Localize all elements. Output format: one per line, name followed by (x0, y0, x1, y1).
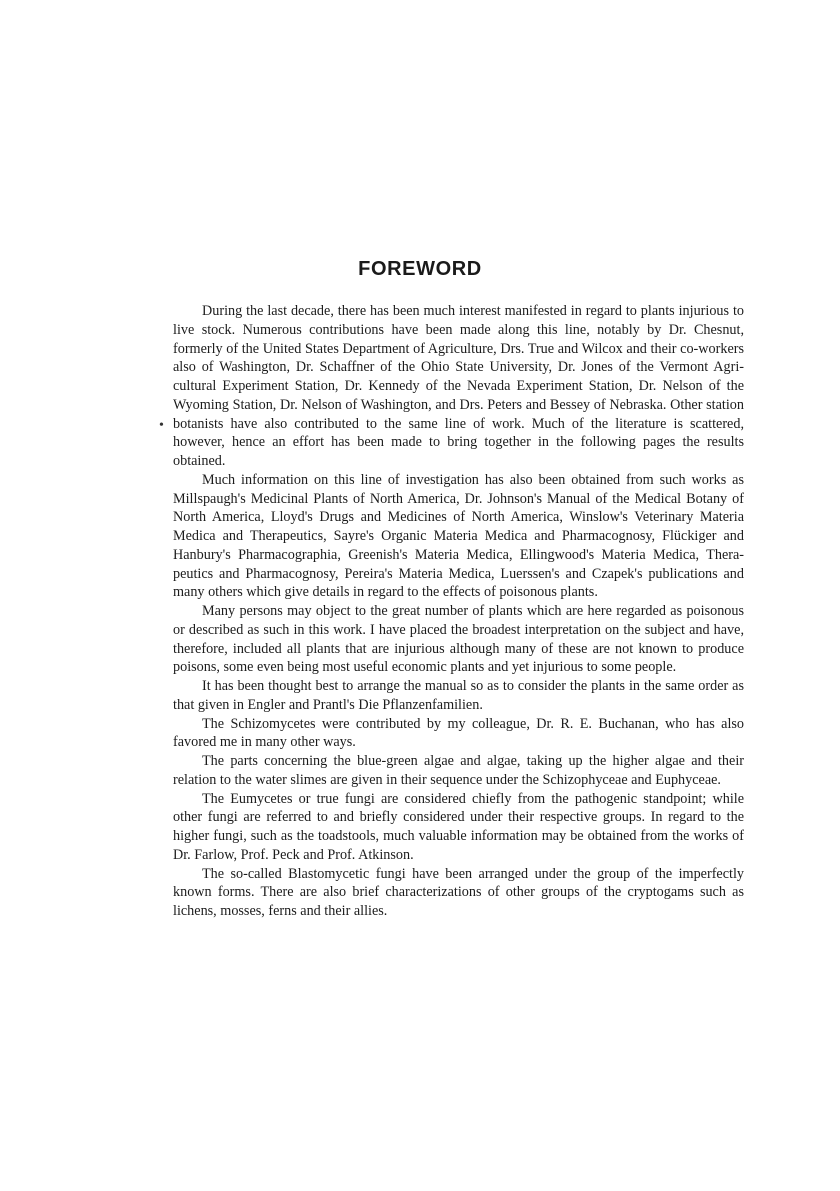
paragraph: It has been thought best to arrange the manual so as to consider the plants in the same order as that given in Engler and Prantl's Die Pflanzenfamilien. (173, 678, 744, 713)
paragraph: Many persons may object to the great number of plants which are here regarded as poisonous or described as such in this work. I have placed the broadest interpretation on the subject and have, therefore, included all plants that are injurious although many of these are not known to produce poisons, some even being most useful economic plants and yet injurious to some people. (173, 603, 744, 676)
paragraph: The so-called Blastomycetic fungi have been arranged under the group of the imperfectly known forms. There are also brief characterizations of other groups of the cryptogams such as lichens, mosses, ferns and their allies. (173, 865, 744, 919)
foreword-body (173, 302, 744, 921)
paragraph: The Schizomycetes were contributed by my colleague, Dr. R. E. Buchanan, who has also favored me in many other ways. (173, 715, 744, 751)
paragraph: The parts concerning the blue-green algae and algae, taking up the higher algae and their relation to the water slimes are given in their sequence under the Schizophyceae and Euphyceae. (173, 753, 744, 788)
paragraph: The Eumycetes or true fungi are considered chiefly from the pathogenic standpoint; while other fungi are referred to and briefly considered under their respective groups. In regard to the higher fungi, such as the toadstools, much valuable information may be obtained from the works of Dr. Farlow, Prof. Peck and Prof. Atkinson. (173, 790, 744, 863)
margin-mark: • (159, 418, 164, 433)
paragraph: Much information on this line of investigation has also been obtained from such works as Millspaugh's Medicinal Plants of North America, Dr. Johnson's Manual of the Medical Botany of North America, Lloyd's Drugs and Medicines of North America, Winslow's Veterinary Materia Medica and Therapeutics, Sayre's Organic Materia Medica and Pharmacognosy, Flückiger and Hanbury's Pharmacographia, Greenish's Materia Medica, Ellingwood's Materia Medica, Therapeutics and Pharmacognosy, Pereira's Materia Medica, Luerssen's and Czapek's publications and many others which give details in regard to the effects of poisonous plants. (173, 471, 744, 601)
page-title: FOREWORD (358, 258, 482, 280)
paragraph: During the last decade, there has been much interest manifested in regard to plants injurious to live stock. Numerous contributions have been made along this line, notably by Dr. Chesnut, formerly of the United States Department of Agriculture, Drs. True and Wilcox and their co-workers also of Washington, Dr. Schaffner of the Ohio State University, Dr. Jones of the Vermont Agricultural Experiment Station, Dr. Kennedy of the Nevada Experiment Station, Dr. Nelson of the Wyoming Station, Dr. Nelson of Washington, and Drs. Peters and Bessey of Nebraska. Other station botanists have also contributed to the same line of work. Much of the literature is scattered, however, hence an effort has been made to bring together in the following pages the results obtained. (173, 303, 744, 469)
